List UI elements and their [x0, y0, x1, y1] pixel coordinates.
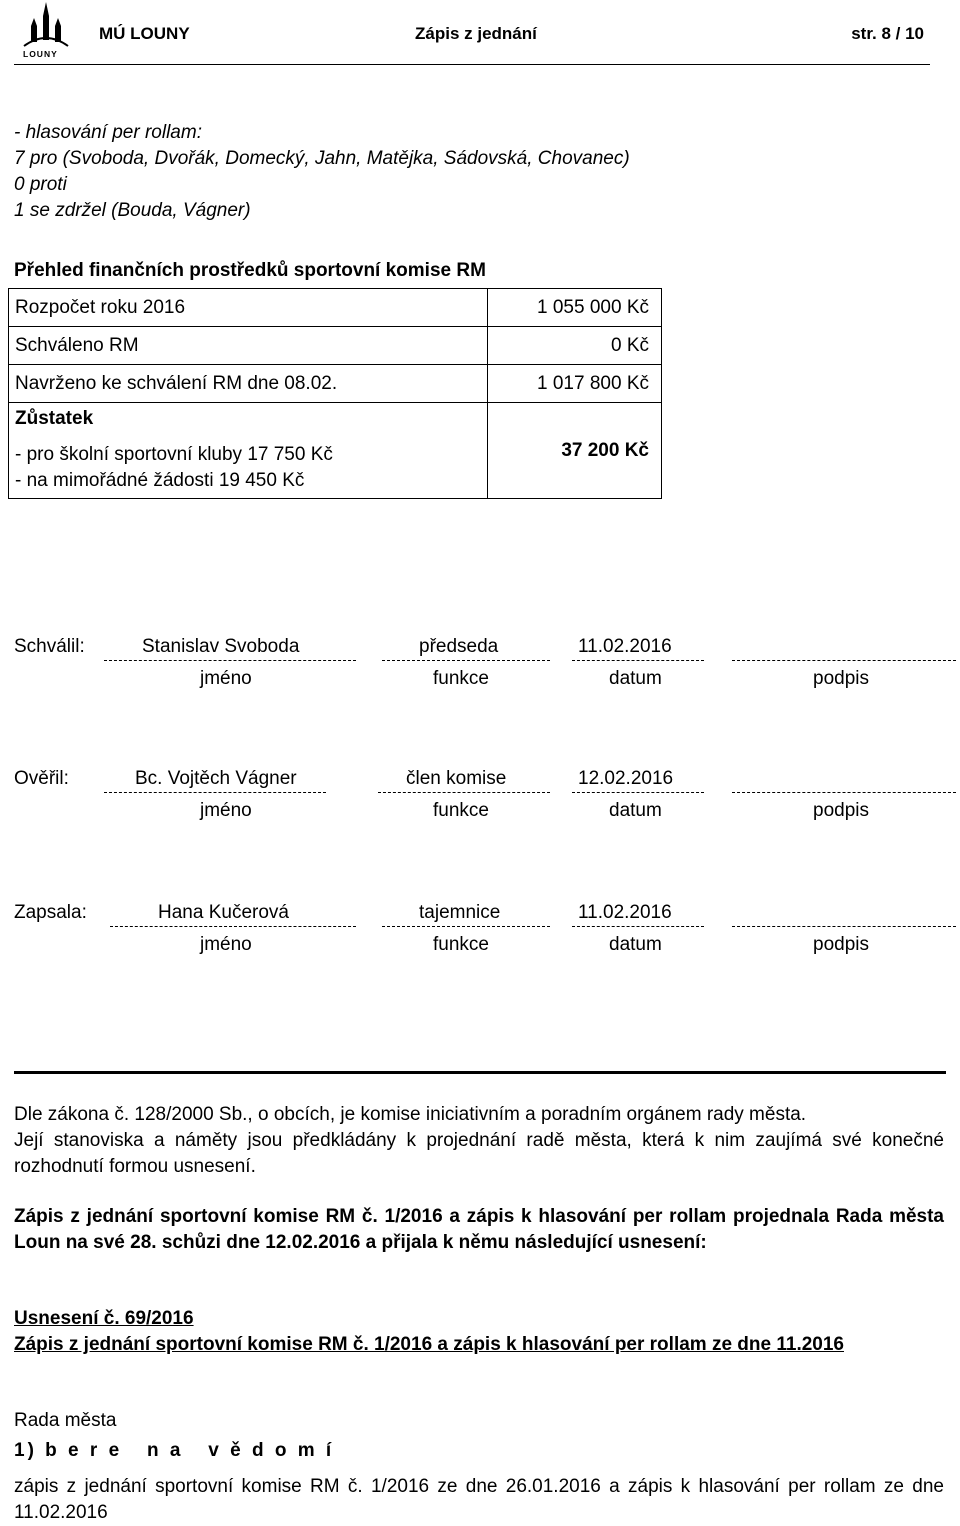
resolution-text: zápis z jednání sportovní komise RM č. 1/2016 ze dne 26.01.2016 a zápis k hlasování per rollam ze dne 11.02.2016: [14, 1476, 944, 1523]
vote-line-4: 1 se zdržel (Bouda, Vágner): [14, 200, 251, 221]
name-line: [104, 660, 356, 661]
caption-date: datum: [609, 934, 662, 955]
logo-text: LOUNY: [23, 49, 58, 59]
table-row: [9, 289, 662, 327]
balance-line-2: - na mimořádné žádosti 19 450 Kč: [15, 469, 305, 491]
table-row: [9, 365, 662, 403]
sign-date: 11.02.2016: [578, 636, 672, 657]
caption-date: datum: [609, 800, 662, 821]
sign-label-approved: Schválil:: [14, 636, 85, 657]
sign-role: člen komise: [406, 768, 507, 789]
role-line: [378, 792, 550, 793]
balance-value: 37 200 Kč: [488, 403, 662, 499]
sign-role: předseda: [419, 636, 499, 657]
table-row: [9, 403, 662, 499]
caption-sign: podpis: [813, 668, 869, 689]
caption-sign: podpis: [813, 934, 869, 955]
law-line-2: Její stanoviska a náměty jsou předkládány k projednání radě města, která k nim zaujímá své konečné rozhodnutí formou usnesení.: [14, 1130, 944, 1177]
header-title: Zápis z jednání: [415, 24, 537, 43]
budget-table: [8, 288, 662, 499]
caption-date: datum: [609, 668, 662, 689]
vote-line-3: 0 proti: [14, 174, 67, 195]
balance-label: Zůstatek: [15, 407, 94, 429]
caption-name: jméno: [200, 668, 252, 689]
header-org: MÚ LOUNY: [99, 24, 190, 43]
sign-label-verified: Ověřil:: [14, 768, 69, 789]
resolution-title: Zápis z jednání sportovní komise RM č. 1/2016 a zápis k hlasování per rollam ze dne 11.2016: [14, 1334, 844, 1355]
budget-value: 0 Kč: [488, 327, 662, 365]
caption-name: jméno: [200, 800, 252, 821]
budget-value: 1 055 000 Kč: [488, 289, 662, 327]
budget-value: 1 017 800 Kč: [488, 365, 662, 403]
sign-label-recorded: Zapsala:: [14, 902, 87, 923]
name-line: [110, 926, 356, 927]
caption-role: funkce: [433, 668, 489, 689]
caption-sign: podpis: [813, 800, 869, 821]
cathedral-icon: [20, 0, 72, 50]
sign-date: 11.02.2016: [578, 902, 672, 923]
sign-date: 12.02.2016: [578, 768, 674, 789]
caption-role: funkce: [433, 800, 489, 821]
balance-cell: [9, 403, 488, 499]
name-line: [104, 792, 326, 793]
resolution-body-label: Rada města: [14, 1410, 117, 1431]
table-row: [9, 327, 662, 365]
date-line: [572, 792, 704, 793]
vote-line-1: - hlasování per rollam:: [14, 122, 202, 143]
signature-line: [732, 660, 956, 661]
caption-name: jméno: [200, 934, 252, 955]
budget-label: Schváleno RM: [9, 327, 488, 365]
header-rule: [14, 64, 930, 65]
signature-line: [732, 926, 956, 927]
budget-label: Rozpočet roku 2016: [9, 289, 488, 327]
sign-name: Hana Kučerová: [158, 902, 289, 923]
date-line: [572, 660, 704, 661]
resolution-number: Usnesení č. 69/2016: [14, 1308, 194, 1329]
signature-line: [732, 792, 956, 793]
date-line: [572, 926, 704, 927]
section-rule: [14, 1071, 946, 1074]
budget-label: Navrženo ke schválení RM dne 08.02.: [9, 365, 488, 403]
role-line: [382, 926, 550, 927]
resolution-action: 1) b e r e n a v ě d o m í: [14, 1440, 335, 1461]
budget-heading: Přehled finančních prostředků sportovní komise RM: [14, 260, 486, 281]
header-page: str. 8 / 10: [851, 24, 924, 43]
role-line: [382, 660, 550, 661]
vote-line-2: 7 pro (Svoboda, Dvořák, Domecký, Jahn, Matějka, Sádovská, Chovanec): [14, 148, 630, 169]
sign-name: Bc. Vojtěch Vágner: [135, 768, 297, 789]
sign-name: Stanislav Svoboda: [142, 636, 300, 657]
balance-line-1: - pro školní sportovní kluby 17 750 Kč: [15, 443, 333, 465]
decision-intro: Zápis z jednání sportovní komise RM č. 1/2016 a zápis k hlasování per rollam projednala Rada města Loun na své 28. schůzi dne 12.02.2016 a přijala k němu následující usnesení:: [14, 1206, 944, 1253]
law-line-1: Dle zákona č. 128/2000 Sb., o obcích, je komise iniciativním a poradním orgánem rady města.: [14, 1104, 807, 1125]
caption-role: funkce: [433, 934, 489, 955]
sign-role: tajemnice: [419, 902, 501, 923]
